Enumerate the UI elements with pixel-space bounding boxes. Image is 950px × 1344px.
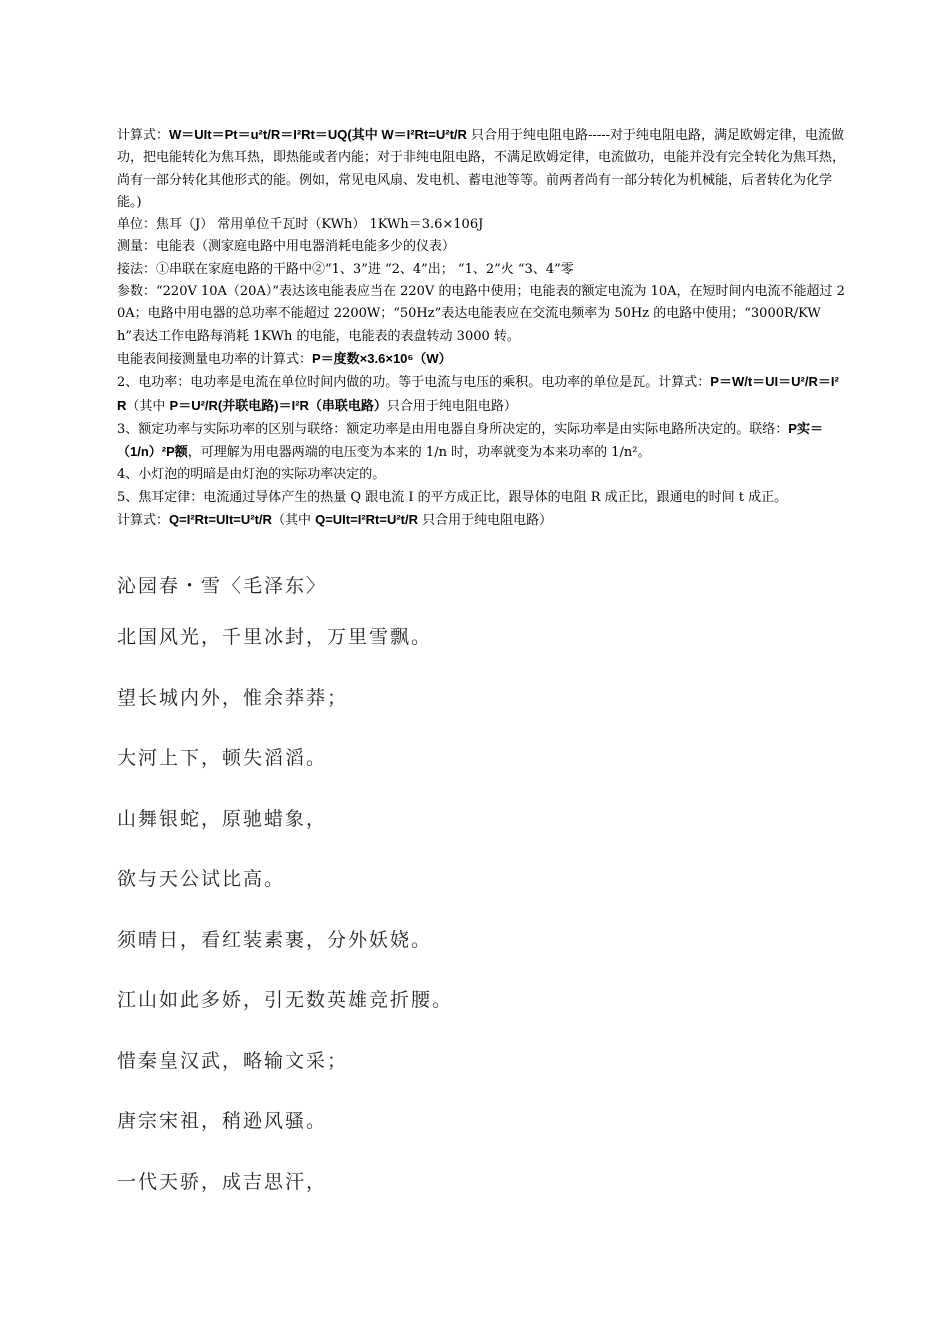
connect-line: 接法：①串联在家庭电路的干路中②“1、3”进 “2、4”出； “1、2”火 “3、4”零 xyxy=(117,261,574,277)
formula-pure: W＝I²Rt=U²t/R xyxy=(381,127,467,142)
rated-explain: ，可理解为用电器两端的电压变为本来的 1/n 时，功率就变为本来功率的 1/n²。 xyxy=(187,445,651,461)
rated-paragraph xyxy=(117,418,845,465)
joule-formula: Q=I²Rt=UIt=U²t/R xyxy=(169,512,272,528)
formula-intro: 计算式： xyxy=(117,128,170,143)
unit-line: 单位：焦耳（J） 常用单位千瓦时（KWh） 1KWh＝3.6×106J xyxy=(117,217,484,233)
formula-main: W＝UIt＝Pt＝u²t/R＝I²Rt＝UQ xyxy=(169,127,348,142)
rated-text: 3、额定功率与实际功率的区别与联络：额定功率是由用电器自身所决定的，实际功率是由实际电路所决定的。联络： xyxy=(117,421,789,437)
joule-note-open: （其中 xyxy=(271,513,316,529)
formula-paragraph xyxy=(117,124,845,214)
param-paragraph: 参数：“220V 10A（20A）”表达该电能表应当在 220V 的电路中使用；电能表的额定电流为 10A，在短时间内电流不能超过 20A；电路中用电器的总功率不能超过 2200W；“50Hz”表达电能表应在交流电频率为 50Hz 的电路中使用；“3000R/KWh”表达工作电路每消耗 1KWh 的电能，电能表的表盘转动 3000 转。 xyxy=(117,284,845,344)
measure-line: 测量：电能表（测家庭电路中用电器消耗电能多少的仪表） xyxy=(117,239,456,255)
joule-note-formula: Q=UIt=I²Rt=U²t/R xyxy=(315,512,418,528)
power-formula: P＝W/t＝UI＝U²/R＝I²R xyxy=(117,374,839,413)
power-paragraph xyxy=(117,371,845,418)
joule-line: 5、焦耳定律：电流通过导体产生的热量 Q 跟电流 I 的平方成正比，跟导体的电阻 R 成正比，跟通电的时间 t 成正。 xyxy=(117,489,788,505)
bulb-line: 4、小灯泡的明暗是由灯泡的实际功率决定的。 xyxy=(117,467,386,483)
formula-paren-open: (其中 xyxy=(347,127,382,142)
joule-intro: 计算式： xyxy=(117,513,170,529)
poem-line: 大河上下，顿失滔滔。 xyxy=(117,747,328,769)
joule-formula-line xyxy=(117,509,845,532)
poem-line: 山舞银蛇，原驰蜡象， xyxy=(117,807,328,830)
formula-explain: 只合用于纯电阻电路-----对于纯电阻电路，满足欧姆定律，电流做功，把电能转化为焦耳热，即热能或者内能；对于非纯电阻电路，不满足欧姆定律，电流做功，电能并没有完全转化为焦耳热，尚有一部分转化其他形式的能。例如，常见电风扇、发电机、蓄电池等等。前两者尚有一部分转化为机械能，后者转化为化学能。) xyxy=(117,128,846,210)
physics-notes xyxy=(117,124,845,532)
poem-line: 北国风光，千里冰封，万里雪飘。 xyxy=(117,626,433,648)
power-note-close: 只合用于纯电阻电路） xyxy=(386,398,517,414)
poem-line: 惜秦皇汉武，略输文采； xyxy=(117,1049,349,1072)
poem-line: 望长城内外，惟余莽莽； xyxy=(117,686,349,709)
poem-line: 欲与天公试比高。 xyxy=(117,868,286,890)
poem xyxy=(117,570,817,1211)
poem-line: 唐宗宋祖，稍逊风骚。 xyxy=(117,1110,328,1132)
poem-lines xyxy=(117,607,817,1212)
rated-formula: P实＝（1/n）²P额 xyxy=(117,420,823,460)
power-note-open: （其中 xyxy=(126,398,170,414)
indirect-intro: 电能表间接测量电功率的计算式： xyxy=(117,351,313,367)
power-note-formula: P＝U²/R(并联电路)＝I²R（串联电路） xyxy=(169,397,387,413)
indirect-line xyxy=(117,348,845,371)
poem-line: 须晴日，看红装素裹，分外妖娆。 xyxy=(117,928,433,951)
power-text: 2、电功率：电功率是电流在单位时间内做的功。等于电流与电压的乘积。电功率的单位是瓦。计算式： xyxy=(117,375,711,391)
poem-title: 沁园春・雪〈毛泽东〉 xyxy=(117,575,328,597)
poem-line: 江山如此多娇，引无数英雄竞折腰。 xyxy=(117,989,454,1011)
indirect-formula: P＝度数×3.6×10⁶（W） xyxy=(312,350,452,366)
joule-note-close: 只合用于纯电阻电路） xyxy=(418,513,553,529)
poem-line: 一代天骄，成吉思汗， xyxy=(117,1170,328,1193)
